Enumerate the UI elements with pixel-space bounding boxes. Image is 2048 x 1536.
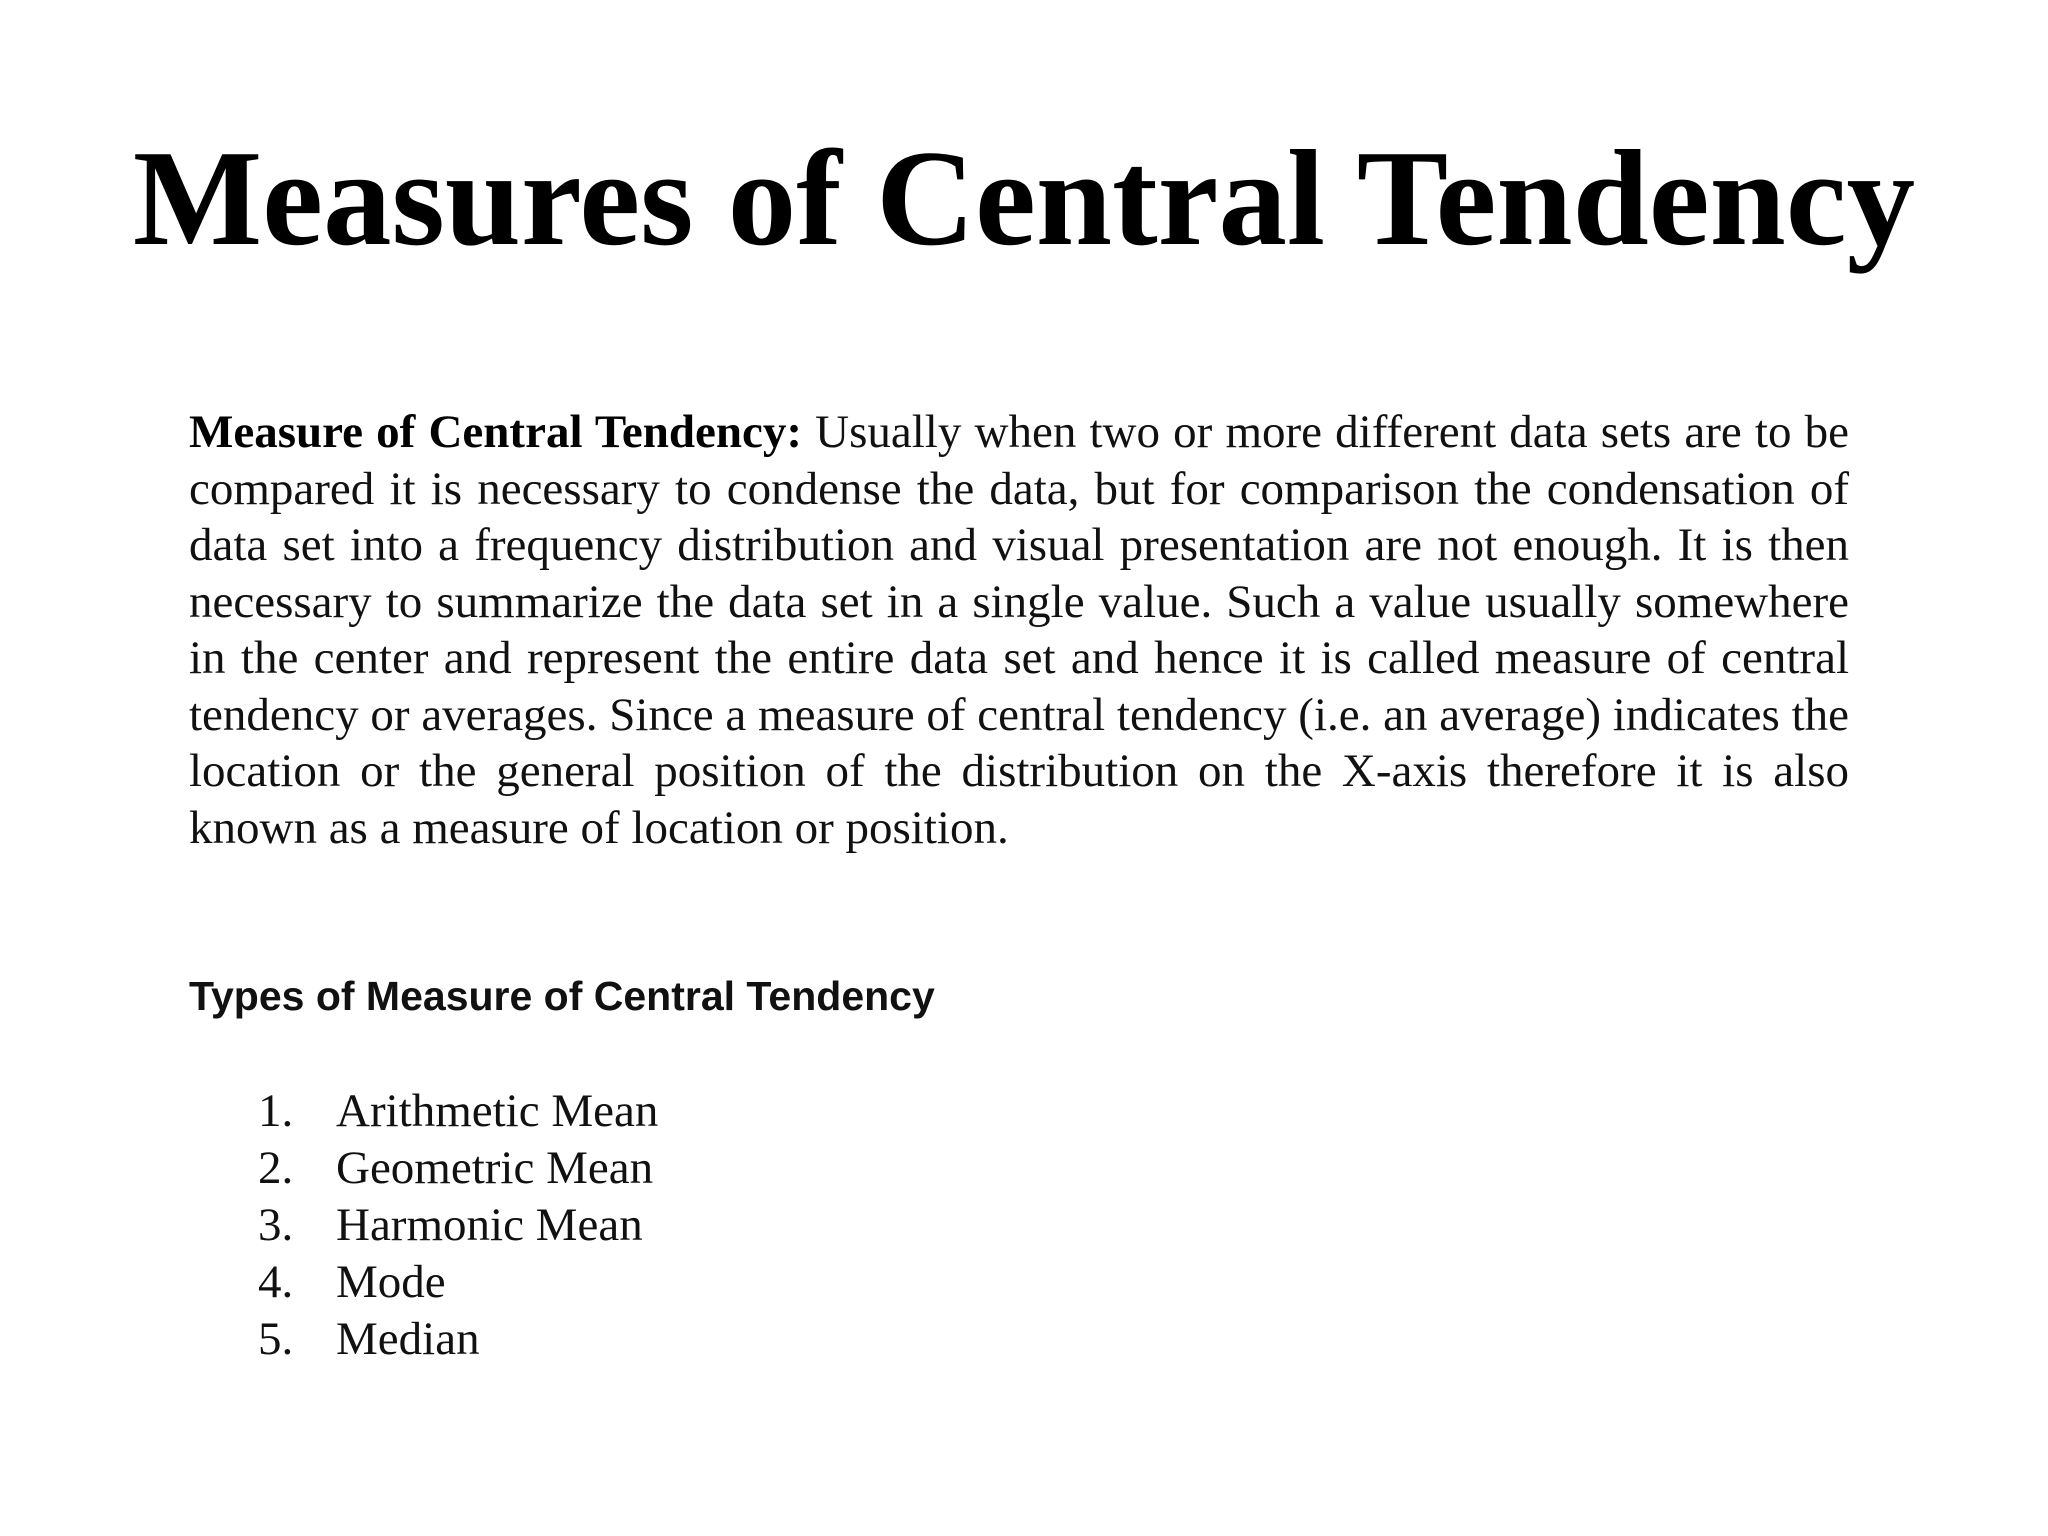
definition-term: Measure of Central Tendency: xyxy=(189,406,802,458)
list-item-label: Geometric Mean xyxy=(336,1142,654,1194)
list-item-number: 4. xyxy=(258,1256,294,1308)
list-item xyxy=(258,1083,658,1140)
list-item-label: Median xyxy=(336,1313,480,1365)
slide-title: Measures of Central Tendency xyxy=(132,122,1916,274)
list-item xyxy=(258,1254,658,1311)
list-item-number: 3. xyxy=(258,1199,294,1251)
list-item xyxy=(258,1140,658,1197)
list-item-number: 5. xyxy=(258,1313,294,1365)
types-heading: Types of Measure of Central Tendency xyxy=(189,973,935,1019)
definition-body: Usually when two or more different data sets are to be compared it is necessary to condense the data, but for comparison the condensation of data set into a frequency distribution and visual presentation are not enough. It is then necessary to summarize the data set in a single value. Such a value usually somewhere in the center and represent the entire data set and hence it is called measure of central tendency or averages. Since a measure of central tendency (i.e. an average) indicates the location or the general position of the distribution on the X-axis therefore it is also known as a measure of location or position. xyxy=(189,406,1849,854)
list-item-number: 2. xyxy=(258,1142,294,1194)
list-item-label: Harmonic Mean xyxy=(336,1199,643,1251)
list-item xyxy=(258,1311,658,1368)
types-list xyxy=(258,1083,658,1368)
list-item-label: Mode xyxy=(336,1256,446,1308)
list-item xyxy=(258,1197,658,1254)
definition-paragraph xyxy=(189,404,1849,856)
list-item-label: Arithmetic Mean xyxy=(336,1085,659,1137)
list-item-number: 1. xyxy=(258,1085,294,1137)
